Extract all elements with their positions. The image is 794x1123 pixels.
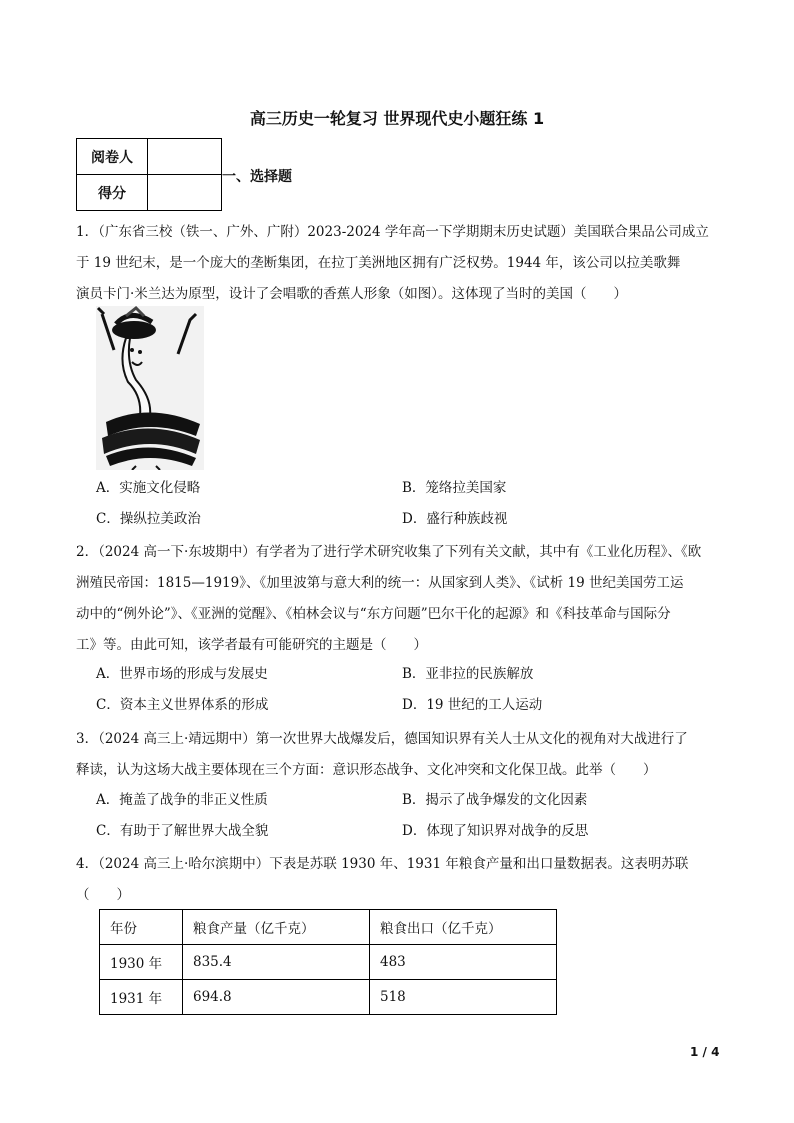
- q1-option-c: C．操纵拉美政治: [96, 511, 201, 527]
- table-header: 年份: [100, 910, 183, 945]
- q3-option-b: B．揭示了战争爆发的文化因素: [402, 792, 588, 808]
- question-3: [76, 724, 721, 786]
- question-3-line-1: 3．（2024 高三上·靖远期中）第一次世界大战爆发后，德国知识界有关人士从文化的视角对大战进行了: [76, 731, 688, 747]
- table-cell: 1930 年: [100, 945, 183, 980]
- q3-option-a: A．掩盖了战争的非正义性质: [96, 792, 268, 808]
- table-cell: 483: [370, 945, 557, 980]
- question-2-line-3: 动中的“例外论”》、《亚洲的觉醒》、《柏林会议与“东方问题”巴尔干化的起源》和《科技革命与国际分: [76, 606, 671, 622]
- question-1: [76, 217, 721, 310]
- banana-woman-illustration: [96, 306, 204, 470]
- q1-option-a: A．实施文化侵略: [96, 480, 201, 496]
- table-header-row: [100, 910, 557, 945]
- table-cell: 1931 年: [100, 980, 183, 1015]
- question-1-line-3: 演员卡门·米兰达为原型，设计了会唱歌的香蕉人形象（如图）。这体现了当时的美国（ ）: [76, 286, 628, 302]
- reviewer-field: [148, 139, 222, 175]
- table-cell: 518: [370, 980, 557, 1015]
- q1-option-d: D．盛行种族歧视: [402, 511, 508, 527]
- q3-option-c: C．有助于了解世界大战全貌: [96, 823, 269, 839]
- question-2-line-4: 工》等。由此可知，该学者最有可能研究的主题是（ ）: [76, 637, 427, 653]
- q1-option-b: B．笼络拉美国家: [402, 480, 507, 496]
- question-1-line-1: 1．（广东省三校（铁一、广外、广附）2023-2024 学年高一下学期期末历史试题）美国联合果品公司成立: [76, 224, 709, 240]
- section-heading: 一、选择题: [222, 169, 292, 185]
- question-1-line-2: 于 19 世纪末，是一个庞大的垄断集团，在拉丁美洲地区拥有广泛权势。1944 年，该公司以拉美歌舞: [76, 255, 681, 271]
- question-2-line-2: 洲殖民帝国：1815—1919》、《加里波第与意大利的统一：从国家到人类》、《试析 19 世纪美国劳工运: [76, 575, 684, 591]
- score-box: [76, 138, 222, 211]
- table-header: 粮食产量（亿千克）: [183, 910, 370, 945]
- q2-option-a: A．世界市场的形成与发展史: [96, 666, 268, 682]
- q2-option-c: C．资本主义世界体系的形成: [96, 697, 269, 713]
- table-row: [100, 945, 557, 980]
- question-4-line-2: （ ）: [76, 887, 130, 903]
- question-2-line-1: 2．（2024 高一下·东坡期中）有学者为了进行学术研究收集了下列有关文献，其中有《工业化历程》、《欧: [76, 544, 702, 560]
- score-field: [148, 175, 222, 211]
- question-2: [76, 537, 721, 661]
- question-4-line-1: 4．（2024 高三上·哈尔滨期中）下表是苏联 1930 年、1931 年粮食产量和出口量数据表。这表明苏联: [76, 856, 689, 872]
- q2-option-b: B．亚非拉的民族解放: [402, 666, 534, 682]
- table-header: 粮食出口（亿千克）: [370, 910, 557, 945]
- grain-data-table: [99, 909, 557, 1015]
- q3-option-d: D．体现了知识界对战争的反思: [402, 823, 589, 839]
- page-number: 1 / 4: [690, 1045, 720, 1059]
- reviewer-label: 阅卷人: [77, 139, 148, 175]
- table-row: [100, 980, 557, 1015]
- question-4: [76, 849, 721, 911]
- question-3-line-2: 释读，认为这场大战主要体现在三个方面：意识形态战争、文化冲突和文化保卫战。此举（ ）: [76, 762, 657, 778]
- score-label: 得分: [77, 175, 148, 211]
- page-title: 高三历史一轮复习 世界现代史小题狂练 1: [249, 109, 545, 128]
- q2-option-d: D．19 世纪的工人运动: [402, 697, 543, 713]
- table-cell: 835.4: [183, 945, 370, 980]
- table-cell: 694.8: [183, 980, 370, 1015]
